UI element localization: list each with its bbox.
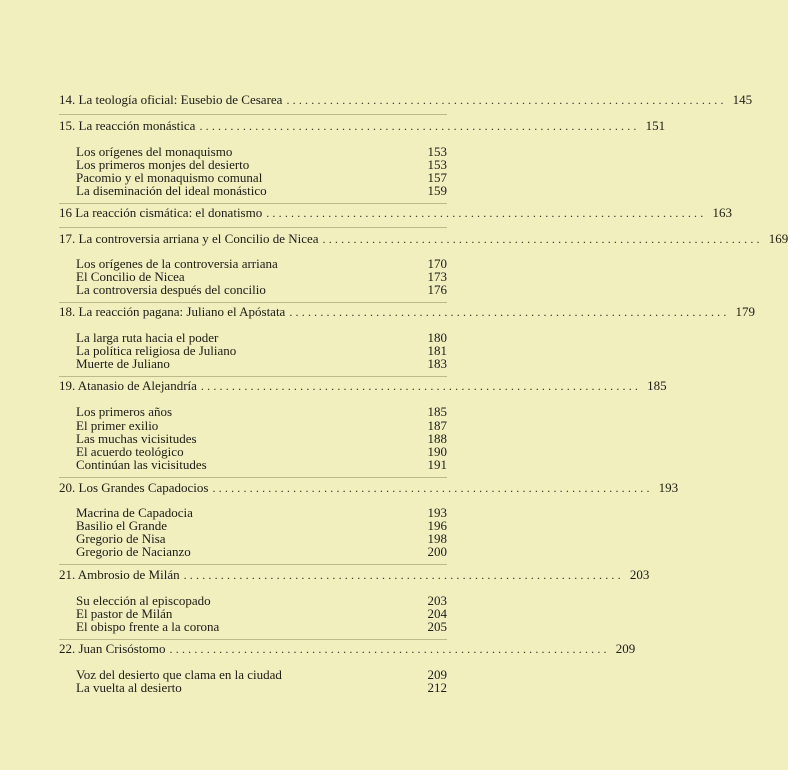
section-entry: [76, 357, 447, 371]
section-title: La vuelta al desierto: [76, 680, 182, 695]
section-title: La controversia después del concilio: [76, 282, 266, 297]
chapter-entry: [59, 118, 666, 133]
section-entry: [76, 405, 447, 419]
section-entry: [76, 458, 447, 472]
section-title: El Concilio de Nicea: [76, 269, 185, 284]
section-page: 193: [427, 505, 447, 520]
chapter-page: 169: [768, 231, 788, 246]
section-title: Continúan las vicisitudes: [76, 457, 207, 472]
section-page: 203: [427, 593, 447, 608]
section-page: 196: [427, 518, 447, 533]
chapter-title: 22. Juan Crisóstomo: [59, 641, 166, 656]
dot-leader: .......................................................................: [266, 206, 707, 220]
divider: [59, 477, 447, 478]
section-title: El obispo frente a la corona: [76, 619, 220, 634]
chapter-entry: [59, 205, 732, 220]
section-title: La larga ruta hacia el poder: [76, 330, 219, 345]
divider: [59, 302, 447, 303]
section-title: Muerte de Juliano: [76, 356, 170, 371]
section-page: 176: [427, 282, 447, 297]
section-title: Gregorio de Nisa: [76, 531, 166, 546]
section-page: 153: [427, 157, 447, 172]
divider: [59, 376, 447, 377]
section-page: 212: [427, 680, 447, 695]
divider: [59, 203, 447, 204]
section-page: 159: [427, 183, 447, 198]
section-title: El acuerdo teológico: [76, 444, 184, 459]
chapter-page: 151: [645, 118, 666, 133]
section-title: Las muchas vicisitudes: [76, 431, 197, 446]
section-page: 180: [427, 330, 447, 345]
section-title: La diseminación del ideal monástico: [76, 183, 267, 198]
section-page: 153: [427, 144, 447, 159]
section-page: 170: [427, 256, 447, 271]
section-page: 200: [427, 544, 447, 559]
chapter-page: 185: [647, 378, 667, 393]
section-page: 190: [427, 444, 447, 459]
section-title: Gregorio de Nacianzo: [76, 544, 191, 559]
chapter-title: 16 La reacción cismática: el donatismo: [59, 205, 263, 220]
section-page: 209: [427, 667, 447, 682]
dot-leader: .......................................................................: [289, 305, 730, 319]
section-page: 198: [427, 531, 447, 546]
chapter-entry: [59, 304, 756, 319]
section-title: Macrina de Capadocia: [76, 505, 193, 520]
chapter-entry: [59, 641, 636, 656]
section-title: La política religiosa de Juliano: [76, 343, 237, 358]
chapter-title: 17. La controversia arriana y el Concilio de Nicea: [59, 231, 319, 246]
section-title: El pastor de Milán: [76, 606, 173, 621]
chapter-entry: [59, 378, 667, 393]
section-title: Basilio el Grande: [76, 518, 167, 533]
divider: [59, 114, 447, 115]
section-page: 185: [427, 404, 447, 419]
section-page: 191: [427, 457, 447, 472]
chapter-page: 193: [658, 480, 679, 495]
section-title: Su elección al episcopado: [76, 593, 211, 608]
chapter-entry: [59, 92, 753, 107]
section-entry: [76, 545, 447, 559]
chapter-entry: [59, 480, 679, 495]
chapter-page: 163: [712, 205, 732, 220]
section-page: 173: [427, 269, 447, 284]
dot-leader: .......................................................................: [322, 232, 763, 246]
divider: [59, 639, 447, 640]
chapter-title: 20. Los Grandes Capadocios: [59, 480, 209, 495]
section-page: 205: [427, 619, 447, 634]
section-title: Los primeros años: [76, 404, 173, 419]
section-title: Los orígenes de la controversia arriana: [76, 256, 278, 271]
section-page: 204: [427, 606, 447, 621]
section-entry: [76, 184, 447, 198]
chapter-entry: [59, 567, 650, 582]
divider: [59, 227, 447, 228]
section-page: 157: [427, 170, 447, 185]
dot-leader: .......................................................................: [169, 642, 610, 656]
chapter-title: 14. La teología oficial: Eusebio de Cesarea: [59, 92, 283, 107]
dot-leader: .......................................................................: [286, 93, 727, 107]
divider: [59, 564, 447, 565]
chapter-title: 19. Atanasio de Alejandría: [59, 378, 197, 393]
chapter-title: 21. Ambrosio de Milán: [59, 567, 180, 582]
dot-leader: .......................................................................: [200, 379, 642, 393]
chapter-entry: [59, 231, 788, 246]
chapter-page: 203: [629, 567, 650, 582]
section-page: 181: [427, 343, 447, 358]
dot-leader: .......................................................................: [212, 481, 653, 495]
section-page: 187: [427, 418, 447, 433]
section-page: 188: [427, 431, 447, 446]
section-title: Los primeros monjes del desierto: [76, 157, 250, 172]
chapter-page: 179: [735, 304, 756, 319]
section-title: Los orígenes del monaquismo: [76, 144, 233, 159]
section-page: 183: [427, 356, 447, 371]
section-entry: [76, 681, 447, 695]
chapter-page: 145: [732, 92, 753, 107]
dot-leader: .......................................................................: [183, 568, 624, 582]
section-title: El primer exilio: [76, 418, 159, 433]
section-entry: [76, 620, 447, 634]
section-title: Voz del desierto que clama en la ciudad: [76, 667, 282, 682]
dot-leader: .......................................................................: [199, 119, 640, 133]
chapter-title: 18. La reacción pagana: Juliano el Apóstata: [59, 304, 286, 319]
chapter-title: 15. La reacción monástica: [59, 118, 196, 133]
section-title: Pacomio y el monaquismo comunal: [76, 170, 263, 185]
chapter-page: 209: [615, 641, 636, 656]
section-entry: [76, 283, 447, 297]
